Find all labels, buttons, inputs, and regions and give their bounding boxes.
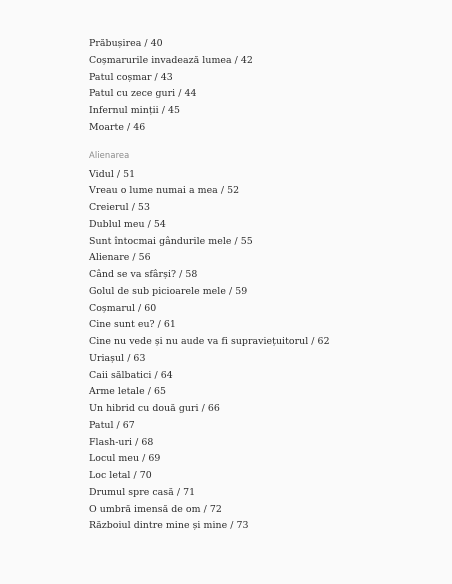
toc-entry: Patul / 67 xyxy=(89,419,135,431)
toc-entry: Creierul / 53 xyxy=(89,202,150,213)
toc-entry: Flash-uri / 68 xyxy=(89,436,154,448)
toc-entry: Când se va sfârși? / 58 xyxy=(89,269,198,280)
toc-entry: Cine sunt eu? / 61 xyxy=(89,319,176,331)
toc-entry: Moarte / 46 xyxy=(89,121,146,133)
toc-entry: Locul meu / 69 xyxy=(89,453,161,465)
toc-entry: Sunt întocmai gândurile mele / 55 xyxy=(89,235,253,247)
toc-entry: Războiul dintre mine și mine / 73 xyxy=(89,520,249,532)
toc-entry: Arme letale / 65 xyxy=(89,386,166,398)
section-heading: Alienarea xyxy=(89,149,130,160)
table-of-contents xyxy=(89,36,429,535)
toc-entry: Golul de sub picioarele mele / 59 xyxy=(89,285,248,297)
toc-entry: Uriașul / 63 xyxy=(89,352,146,364)
toc-group-section xyxy=(89,167,429,536)
toc-entry: Vreau o lume numai a mea / 52 xyxy=(89,185,240,197)
toc-entry: Alienare / 56 xyxy=(89,252,151,264)
toc-entry: Infernul minții / 45 xyxy=(89,105,181,116)
toc-entry: Coșmarul / 60 xyxy=(89,302,157,314)
toc-entry: Caii sălbatici / 64 xyxy=(89,369,173,381)
toc-entry: Coșmarurile invadează lumea / 42 xyxy=(89,54,253,66)
toc-entry: Patul cu zece guri / 44 xyxy=(89,88,197,100)
toc-entry: Cine nu vede și nu aude va fi supraviețuitorul / 62 xyxy=(89,336,330,347)
toc-group-top xyxy=(89,36,429,137)
toc-entry: Un hibrid cu două guri / 66 xyxy=(89,403,220,414)
toc-entry: Vidul / 51 xyxy=(89,168,136,180)
toc-entry: Dublul meu / 54 xyxy=(89,218,166,230)
toc-entry: Patul coșmar / 43 xyxy=(89,71,173,83)
toc-entry: Prăbușirea / 40 xyxy=(89,38,163,49)
toc-entry: Loc letal / 70 xyxy=(89,470,152,481)
toc-entry: Drumul spre casă / 71 xyxy=(89,486,196,498)
toc-entry: O umbră imensă de om / 72 xyxy=(89,503,222,515)
